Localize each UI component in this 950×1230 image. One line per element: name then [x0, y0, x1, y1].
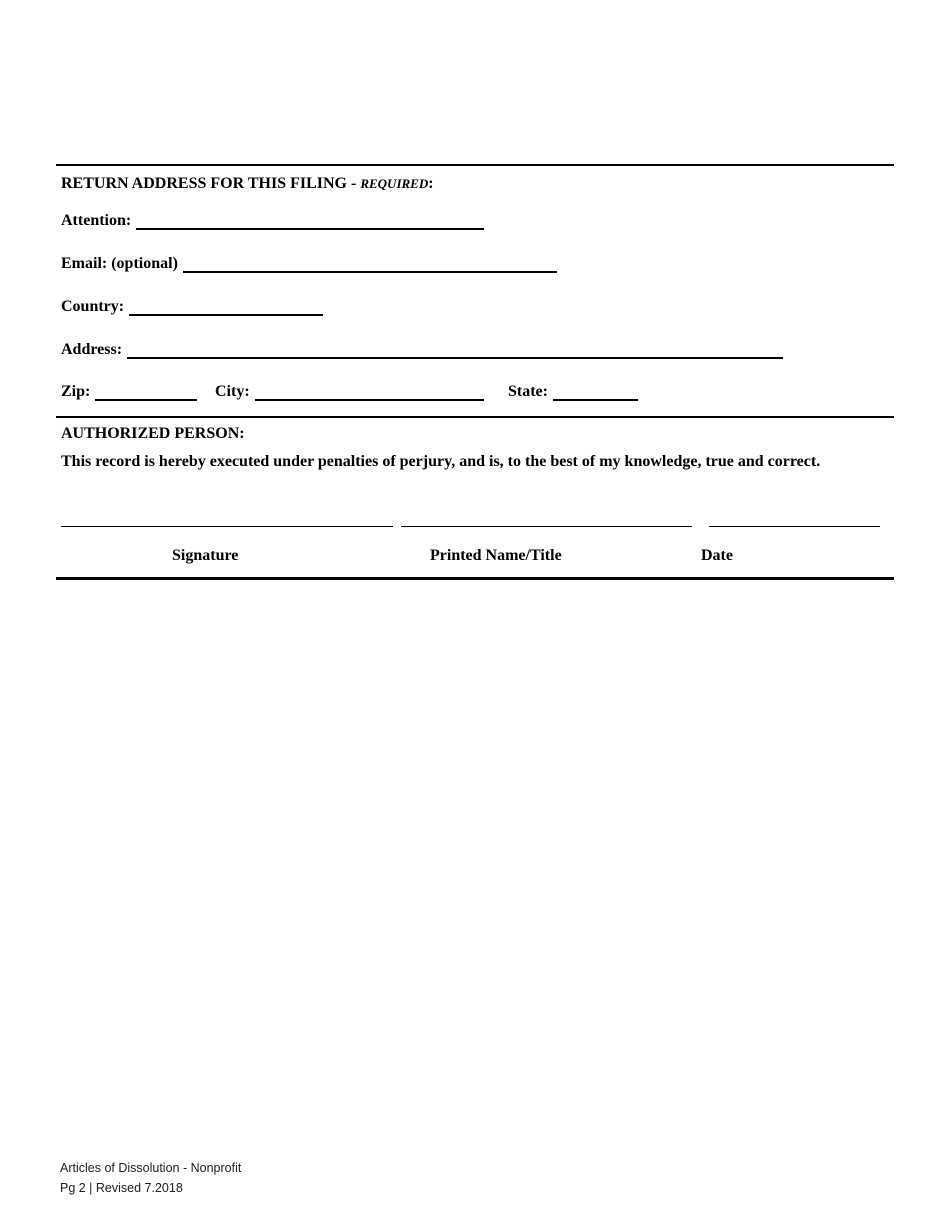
printed-name-label: Printed Name/Title — [430, 547, 562, 564]
email-field[interactable] — [61, 255, 557, 273]
authorized-person-heading: AUTHORIZED PERSON: — [61, 425, 245, 442]
top-rule — [56, 164, 894, 166]
date-label: Date — [701, 547, 733, 564]
zip-field[interactable] — [61, 383, 197, 401]
printed-name-line[interactable] — [401, 526, 692, 527]
state-label: State: — [508, 383, 548, 400]
country-label: Country: — [61, 298, 125, 315]
date-line[interactable] — [709, 526, 880, 527]
middle-rule — [56, 416, 894, 418]
address-input-line[interactable] — [127, 343, 783, 359]
state-input-line[interactable] — [553, 385, 638, 401]
email-input-line[interactable] — [183, 257, 557, 273]
heading-colon: : — [428, 175, 434, 192]
email-label: Email: (optional) — [61, 255, 178, 272]
city-label: City: — [215, 383, 250, 400]
attention-field[interactable] — [61, 212, 484, 230]
footer-title: Articles of Dissolution - Nonprofit — [60, 1161, 242, 1175]
zip-input-line[interactable] — [95, 385, 197, 401]
country-input-line[interactable] — [129, 300, 323, 316]
signature-line[interactable] — [61, 526, 393, 527]
heading-text: RETURN ADDRESS FOR THIS FILING - — [61, 175, 361, 192]
bottom-rule — [56, 577, 894, 580]
state-field[interactable] — [508, 383, 638, 401]
zip-label: Zip: — [61, 383, 91, 400]
perjury-statement: This record is hereby executed under penalties of perjury, and is, to the best of my knowledge, true and correct. — [61, 453, 821, 470]
footer-page-info: Pg 2 | Revised 7.2018 — [60, 1181, 183, 1195]
city-field[interactable] — [215, 383, 484, 401]
return-address-heading — [61, 175, 434, 193]
address-label: Address: — [61, 341, 123, 358]
required-label: REQUIRED — [360, 176, 429, 191]
city-input-line[interactable] — [255, 385, 484, 401]
attention-input-line[interactable] — [136, 214, 484, 230]
country-field[interactable] — [61, 298, 323, 316]
signature-label: Signature — [172, 547, 239, 564]
address-field[interactable] — [61, 341, 783, 359]
attention-label: Attention: — [61, 212, 132, 229]
